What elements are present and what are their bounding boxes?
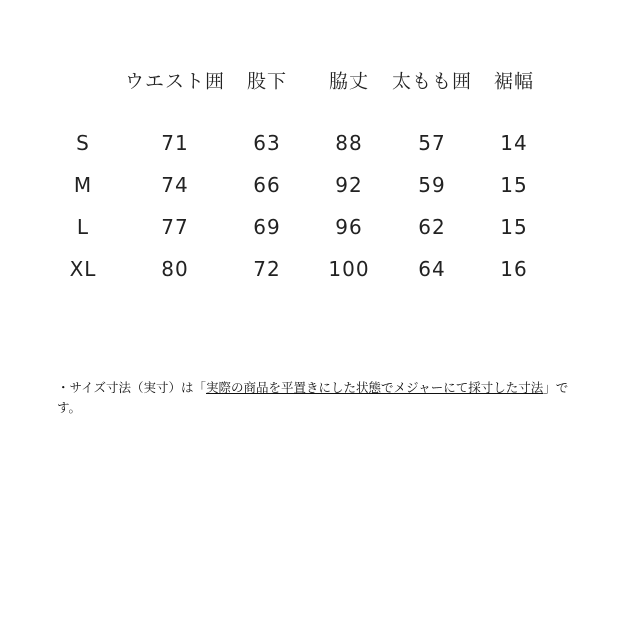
table-cell: 77 xyxy=(161,215,189,239)
table-cell: 100 xyxy=(328,257,370,281)
table-cell: 74 xyxy=(161,173,189,197)
table-cell: 14 xyxy=(500,131,528,155)
table-cell: 64 xyxy=(418,257,446,281)
table-cell: 71 xyxy=(161,131,189,155)
column-header: 裾幅 xyxy=(493,70,535,93)
table-cell: 66 xyxy=(253,173,281,197)
note-prefix: ・サイズ寸法（実寸）は「 xyxy=(57,380,207,395)
column-header: 太もも囲 xyxy=(391,70,473,93)
table-cell: 16 xyxy=(500,257,528,281)
column-header: ウエスト囲 xyxy=(124,70,226,93)
table-cell: 62 xyxy=(418,215,446,239)
table-cell: 15 xyxy=(500,173,528,197)
table-cell: 59 xyxy=(418,173,446,197)
table-cell: 15 xyxy=(500,215,528,239)
table-cell: 69 xyxy=(253,215,281,239)
column-header: 脇丈 xyxy=(328,70,370,93)
note-suffix: 」です。 xyxy=(57,380,569,415)
table-cell: 72 xyxy=(253,257,281,281)
table-cell: 80 xyxy=(161,257,189,281)
table-cell: 63 xyxy=(253,131,281,155)
table-cell: 57 xyxy=(418,131,446,155)
table-cell: 88 xyxy=(335,131,363,155)
size-label: S xyxy=(76,131,90,155)
size-label: L xyxy=(76,215,90,239)
table-cell: 92 xyxy=(335,173,363,197)
size-label: M xyxy=(73,173,93,197)
note-underlined: 実際の商品を平置きにした状態でメジャーにて採寸した寸法 xyxy=(206,380,544,395)
measurement-note xyxy=(57,378,577,418)
table-cell: 96 xyxy=(335,215,363,239)
column-header: 股下 xyxy=(246,70,288,93)
size-label: XL xyxy=(69,257,97,281)
